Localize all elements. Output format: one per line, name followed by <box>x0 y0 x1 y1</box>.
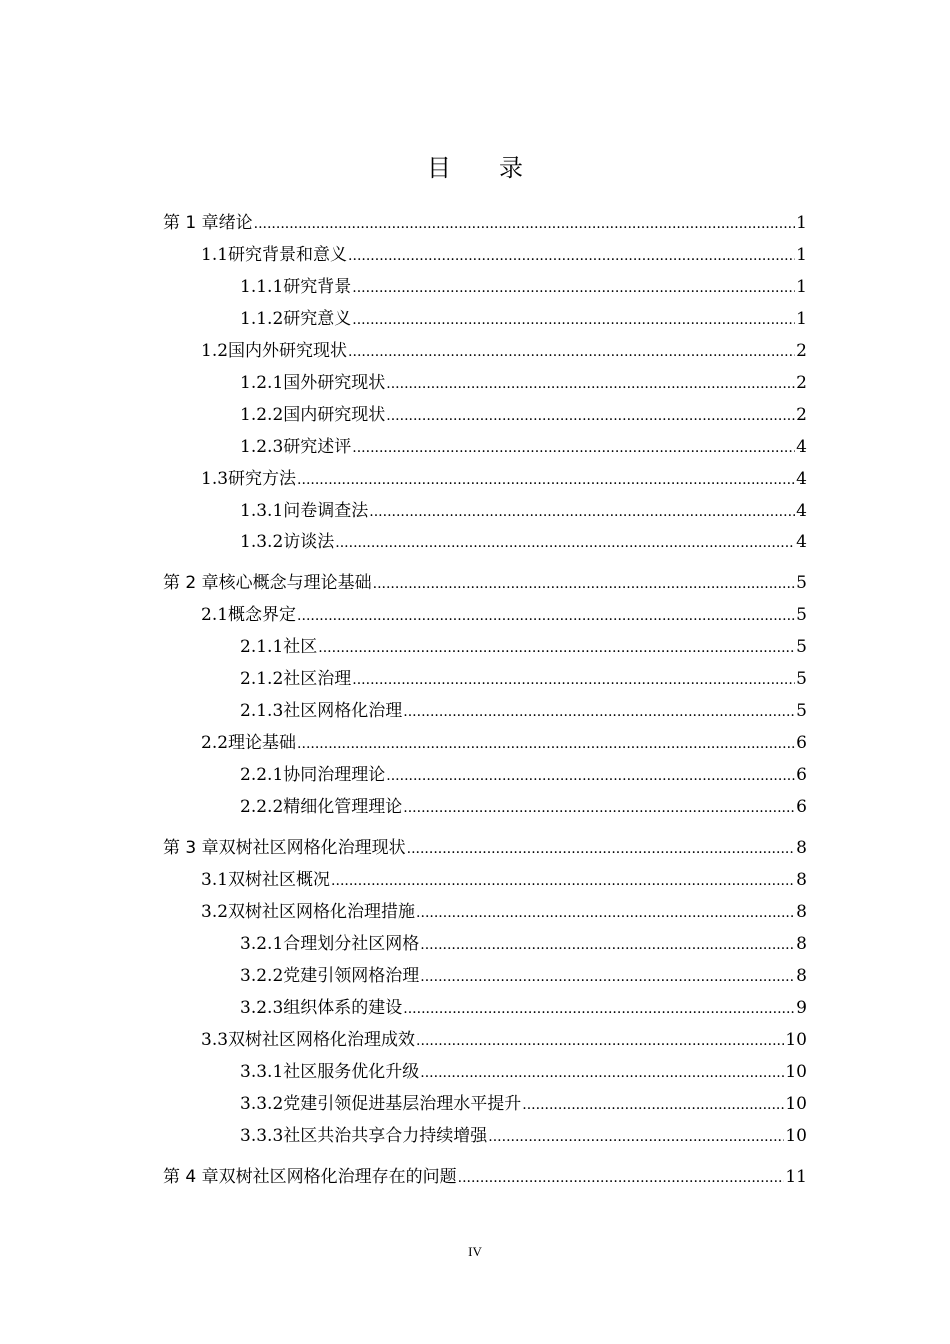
toc-entry-title: 访谈法 <box>283 532 335 552</box>
page-number: IV <box>468 1244 482 1259</box>
toc-entry-number: 1.2.3 <box>240 437 284 457</box>
toc-dot-leader <box>348 340 795 363</box>
toc-chapter-entry[interactable] <box>163 1166 807 1189</box>
toc-entry-number: 3.2.1 <box>240 934 284 954</box>
toc-subsection-entry[interactable] <box>240 531 807 554</box>
toc-entry-title: 双树社区网格化治理成效 <box>228 1030 416 1050</box>
toc-entry-number: 1.2 <box>201 341 229 361</box>
toc-chapter-entry[interactable] <box>163 572 807 595</box>
toc-chapter-entry[interactable] <box>163 837 807 860</box>
toc-subsection-entry[interactable] <box>240 1061 807 1084</box>
toc-dot-leader <box>331 869 795 892</box>
toc-entry-page: 11 <box>785 1167 807 1187</box>
toc-dot-leader <box>297 468 795 491</box>
toc-entry-number: 3.3 <box>201 1030 229 1050</box>
toc-subsection-entry[interactable] <box>240 997 807 1020</box>
toc-dot-leader <box>522 1093 784 1116</box>
toc-entry-page: 8 <box>796 838 807 858</box>
toc-entry-title: 研究意义 <box>283 309 352 329</box>
toc-entry-title: 双树社区网格化治理现状 <box>218 838 406 858</box>
toc-entry-title: 问卷调查法 <box>283 501 369 521</box>
toc-entry-number: 2.2 <box>201 733 229 753</box>
toc-section-entry[interactable] <box>201 604 807 627</box>
toc-entry-page: 10 <box>785 1062 807 1082</box>
toc-entry-title: 理论基础 <box>228 733 297 753</box>
toc-dot-leader <box>386 404 795 427</box>
toc-dot-leader <box>254 212 796 235</box>
toc-dot-leader <box>403 796 795 819</box>
toc-entry-page: 10 <box>785 1126 807 1146</box>
toc-subsection-entry[interactable] <box>240 404 807 427</box>
toc-entry-number: 3.3.3 <box>240 1126 284 1146</box>
toc-entry-page: 1 <box>796 277 807 297</box>
toc-dot-leader <box>420 933 795 956</box>
toc-section-entry[interactable] <box>201 468 807 491</box>
toc-entry-title: 国内外研究现状 <box>228 341 348 361</box>
toc-dot-leader <box>420 965 795 988</box>
toc-entry-number: 1.3 <box>201 469 229 489</box>
toc-entry-page: 10 <box>785 1094 807 1114</box>
toc-entry-title: 研究述评 <box>283 437 352 457</box>
toc-entry-number: 3.2.3 <box>240 998 284 1018</box>
toc-section-entry[interactable] <box>201 1029 807 1052</box>
toc-dot-leader <box>458 1166 785 1189</box>
toc-entry-page: 5 <box>796 701 807 721</box>
toc-entry-page: 9 <box>796 998 807 1018</box>
toc-entry-page: 5 <box>796 669 807 689</box>
toc-entry-page: 2 <box>796 373 807 393</box>
toc-entry-number: 3.3.2 <box>240 1094 284 1114</box>
toc-entry-page: 4 <box>796 437 807 457</box>
toc-entry-number: 3.3.1 <box>240 1062 284 1082</box>
toc-entry-number: 第 3 章 <box>163 838 219 858</box>
toc-entry-page: 8 <box>796 902 807 922</box>
toc-entry-title: 研究背景和意义 <box>228 245 348 265</box>
toc-entry-number: 1.2.2 <box>240 405 284 425</box>
toc-subsection-entry[interactable] <box>240 965 807 988</box>
toc-entry-page: 1 <box>796 213 807 233</box>
toc-dot-leader <box>318 636 795 659</box>
toc-subsection-entry[interactable] <box>240 764 807 787</box>
toc-entry-number: 1.3.1 <box>240 501 284 521</box>
toc-dot-leader <box>407 837 796 860</box>
toc-entry-title: 精细化管理理论 <box>283 797 403 817</box>
toc-entry-title: 核心概念与理论基础 <box>218 573 372 593</box>
toc-entry-title: 社区服务优化升级 <box>283 1062 420 1082</box>
toc-entry-title: 合理划分社区网格 <box>283 934 420 954</box>
toc-entry-title: 概念界定 <box>228 605 297 625</box>
toc-dot-leader <box>403 997 795 1020</box>
toc-subsection-entry[interactable] <box>240 1125 807 1148</box>
toc-section-entry[interactable] <box>201 732 807 755</box>
toc-entry-page: 8 <box>796 934 807 954</box>
toc-entry-title: 协同治理理论 <box>283 765 386 785</box>
toc-entry-page: 6 <box>796 797 807 817</box>
toc-entry-page: 5 <box>796 605 807 625</box>
toc-section-entry[interactable] <box>201 901 807 924</box>
toc-entry-number: 2.2.2 <box>240 797 284 817</box>
toc-entry-title: 双树社区概况 <box>228 870 331 890</box>
toc-entry-title: 党建引领促进基层治理水平提升 <box>283 1094 522 1114</box>
toc-chapter-entry[interactable] <box>163 212 807 235</box>
toc-dot-leader <box>488 1125 784 1148</box>
toc-entry-page: 2 <box>796 341 807 361</box>
toc-subsection-entry[interactable] <box>240 500 807 523</box>
toc-section-entry[interactable] <box>201 340 807 363</box>
toc-entry-page: 1 <box>796 245 807 265</box>
toc-dot-leader <box>403 700 795 723</box>
toc-subsection-entry[interactable] <box>240 308 807 331</box>
toc-subsection-entry[interactable] <box>240 933 807 956</box>
toc-entry-page: 8 <box>796 870 807 890</box>
toc-dot-leader <box>352 308 795 331</box>
toc-entry-number: 2.2.1 <box>240 765 284 785</box>
toc-subsection-entry[interactable] <box>240 668 807 691</box>
toc-dot-leader <box>297 732 795 755</box>
title-char-1: 目 <box>427 154 451 182</box>
toc-entry-number: 2.1 <box>201 605 229 625</box>
toc-dot-leader <box>348 244 795 267</box>
toc-entry-title: 研究背景 <box>283 277 352 297</box>
toc-subsection-entry[interactable] <box>240 636 807 659</box>
toc-subsection-entry[interactable] <box>240 700 807 723</box>
toc-entry-number: 第 4 章 <box>163 1167 219 1187</box>
toc-entry-page: 5 <box>796 637 807 657</box>
toc-section-entry[interactable] <box>201 244 807 267</box>
toc-dot-leader <box>386 372 795 395</box>
page-title <box>0 148 950 183</box>
toc-entry-page: 4 <box>796 469 807 489</box>
toc-entry-number: 第 1 章 <box>163 213 219 233</box>
toc-entry-number: 1.1.2 <box>240 309 284 329</box>
toc-entry-page: 6 <box>796 733 807 753</box>
toc-entry-title: 社区治理 <box>283 669 352 689</box>
toc-dot-leader <box>352 276 795 299</box>
toc-entry-number: 2.1.1 <box>240 637 284 657</box>
toc-entry-page: 1 <box>796 309 807 329</box>
toc-section-entry[interactable] <box>201 869 807 892</box>
toc-entry-number: 2.1.3 <box>240 701 284 721</box>
toc-entry-number: 第 2 章 <box>163 573 219 593</box>
toc-entry-number: 1.1 <box>201 245 229 265</box>
toc-entry-number: 1.3.2 <box>240 532 284 552</box>
toc-entry-page: 5 <box>796 573 807 593</box>
toc-entry-title: 党建引领网格治理 <box>283 966 420 986</box>
toc-subsection-entry[interactable] <box>240 796 807 819</box>
toc-dot-leader <box>369 500 795 523</box>
toc-entry-title: 社区 <box>283 637 318 657</box>
toc-entry-title: 绪论 <box>218 213 253 233</box>
toc-entry-title: 国内研究现状 <box>283 405 386 425</box>
toc-entry-title: 双树社区网格化治理存在的问题 <box>218 1167 457 1187</box>
toc-dot-leader <box>373 572 796 595</box>
toc-dot-leader <box>352 668 795 691</box>
toc-entry-page: 10 <box>785 1030 807 1050</box>
toc-subsection-entry[interactable] <box>240 372 807 395</box>
toc-subsection-entry[interactable] <box>240 436 807 459</box>
toc-subsection-entry[interactable] <box>240 1093 807 1116</box>
toc-entry-title: 研究方法 <box>228 469 297 489</box>
toc-entry-title: 社区共治共享合力持续增强 <box>283 1126 488 1146</box>
toc-entry-page: 6 <box>796 765 807 785</box>
toc-entry-title: 国外研究现状 <box>283 373 386 393</box>
toc-dot-leader <box>416 1029 784 1052</box>
toc-entry-page: 2 <box>796 405 807 425</box>
toc-dot-leader <box>297 604 795 627</box>
toc-entry-page: 4 <box>796 501 807 521</box>
toc-entry-number: 1.2.1 <box>240 373 284 393</box>
title-char-2: 录 <box>499 154 523 182</box>
toc-entry-number: 3.2.2 <box>240 966 284 986</box>
toc-entry-title: 社区网格化治理 <box>283 701 403 721</box>
toc-subsection-entry[interactable] <box>240 276 807 299</box>
toc-dot-leader <box>352 436 795 459</box>
toc-entry-number: 1.1.1 <box>240 277 284 297</box>
toc-entry-number: 3.1 <box>201 870 229 890</box>
toc-entry-number: 3.2 <box>201 902 229 922</box>
toc-entry-page: 8 <box>796 966 807 986</box>
toc-dot-leader <box>386 764 795 787</box>
toc-entry-title: 组织体系的建设 <box>283 998 403 1018</box>
toc-dot-leader <box>335 531 795 554</box>
toc-entry-number: 2.1.2 <box>240 669 284 689</box>
toc-dot-leader <box>416 901 795 924</box>
toc-dot-leader <box>420 1061 784 1084</box>
toc-entry-page: 4 <box>796 532 807 552</box>
toc-entry-title: 双树社区网格化治理措施 <box>228 902 416 922</box>
